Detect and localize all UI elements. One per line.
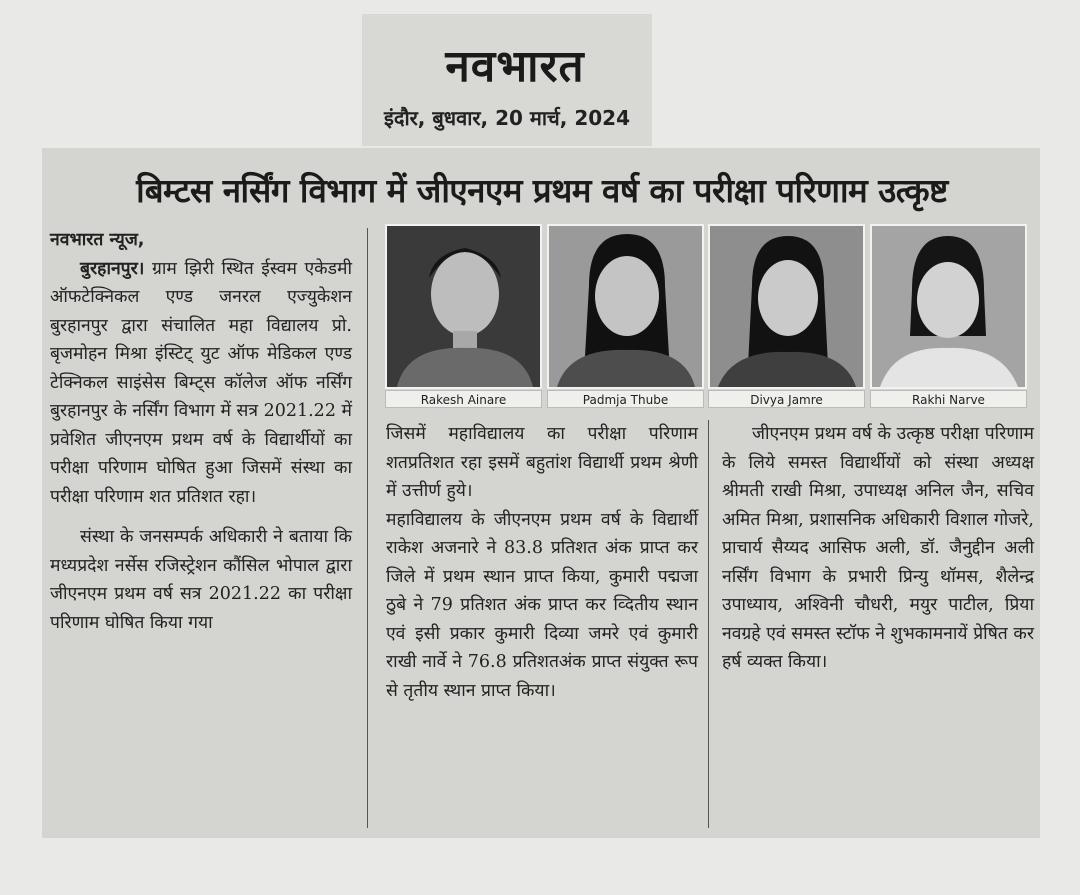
column-divider [708,420,709,828]
article-paragraph: संस्था के जनसम्पर्क अधिकारी ने बताया कि मध्यप्रदेश नर्सेस रजिस्ट्रेशन कौंसिल भोपाल द्वारा जीएनएम प्रथम वर्ष सत्र 2021.22 का परीक्षा परिणाम घोषित किया गया [50,527,352,633]
newspaper-dateline: इंदौर, बुधवार, 20 मार्च, 2024 [384,106,630,130]
article-location: बुरहानपुर। [80,258,145,279]
student-photos [385,224,1031,410]
photo-caption: Rakesh Ainare [385,390,542,408]
article-byline: नवभारत न्यूज, [50,230,145,250]
student-photo [385,224,542,389]
article-paragraph: महाविद्यालय के जीएनएम प्रथम वर्ष के विद्यार्थी राकेश अजनारे ने 83.8 प्रतिशत अंक प्राप्त कर जिले में प्रथम स्थान प्राप्त किया, कुमारी पद्मजा ठुबे ने 79 प्रतिशत अंक प्राप्त कर व्दितीय स्थान एवं इसी प्रकार कुमारी दिव्या जमरे एवं कुमारी राखी नार्वे ने 76.8 प्रतिशतअंक प्राप्त संयुक्त रूप से तृतीय स्थान प्राप्त किया। [386,509,698,701]
portrait-female-icon [710,226,863,387]
article-paragraph: जिसमें महाविद्यालय का परीक्षा परिणाम शतप्रतिशत रहा इसमें बहुतांश विद्यार्थी प्रथम श्रेणी में उत्तीर्ण हुये। [386,424,698,501]
article-headline: बिम्टस नर्सिंग विभाग में जीएनएम प्रथम वर्ष का परीक्षा परिणाम उत्कृष्ट [136,171,948,210]
portrait-female-icon [549,226,702,387]
portrait-female-icon [872,226,1025,387]
article-paragraph: जीएनएम प्रथम वर्ष के उत्कृष्ठ परीक्षा परिणाम के लिये समस्त विद्यार्थीयों को संस्था अध्यक्ष श्रीमती राखी मिश्रा, उपाध्यक्ष अनिल जैन, सचिव अमित मिश्रा, प्रशासनिक अधिकारी विशाल गोजरे, प्राचार्य सैय्यद आसिफ अली, डॉ. जैनुद्दीन अली नर्सिंग विभाग के प्रभारी प्रिन्यु थॉमस, शैलेन्द्र उपाध्याय, अश्विनी चौधरी, मयुर पाटील, प्रिया नवग्रहे एवं समस्त स्टॉफ ने शुभकामनायें प्रेषित कर हर्ष व्यक्त किया। [722,424,1034,672]
article-column-1 [50,226,352,637]
photo-caption: Rakhi Narve [870,390,1027,408]
photo-caption: Padmja Thube [547,390,704,408]
student-photo [870,224,1027,389]
portrait-male-icon [387,226,540,387]
article-column-2 [386,420,698,705]
article-paragraph [50,255,352,512]
article-text: ग्राम झिरी स्थित ईस्वम एकेडमी ऑफटेक्निकल एण्ड जनरल एज्युकेशन बुरहानपुर द्वारा संचालित महा विद्यालय प्रो. बृजमोहन मिश्रा इंस्टिट् युट ऑफ मेडिकल एण्ड टेक्निकल साइंसेस बिम्ट्स कॉलेज ऑफ नर्सिंग बुरहानपुर के नर्सिंग विभाग में सत्र 2021.22 में प्रवेशित जीएनएम प्रथम वर्ष के विद्यार्थीयों का परीक्षा परिणाम घोषित हुआ जिसमें संस्था का परीक्षा परिणाम शत प्रतिशत रहा। [50,258,352,507]
newspaper-masthead: नवभारत [445,41,585,92]
article-column-3 [722,420,1034,677]
column-divider [367,228,368,828]
student-photo [708,224,865,389]
photo-caption: Divya Jamre [708,390,865,408]
student-photo [547,224,704,389]
